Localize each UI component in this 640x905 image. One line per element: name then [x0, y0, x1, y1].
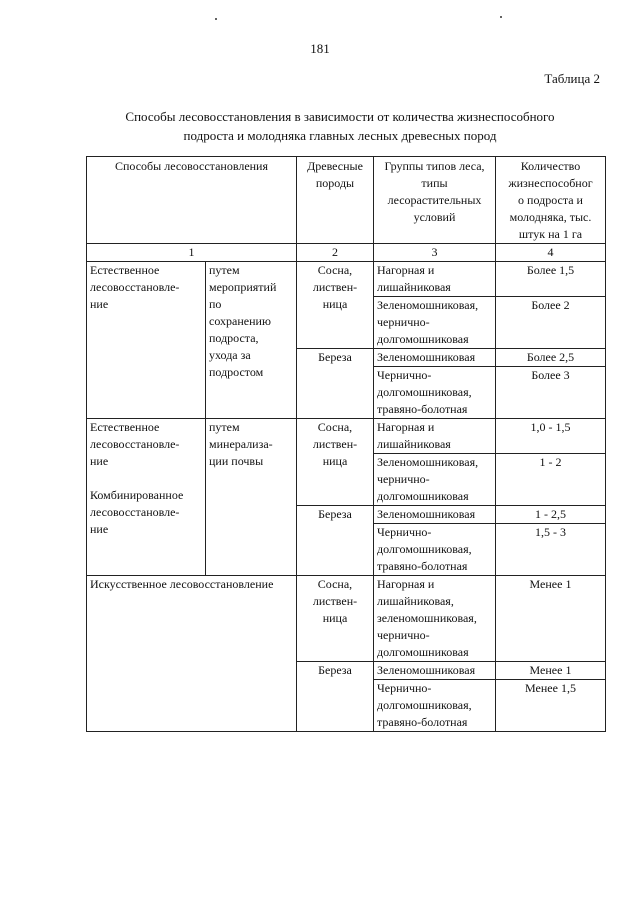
- forest-group-cell: [374, 454, 496, 506]
- quantity-cell: Более 2: [496, 297, 606, 349]
- cell-text: Нагорная и: [377, 263, 435, 277]
- cell-text: Зеленомошниковая,: [377, 298, 479, 312]
- header-text: условий: [413, 210, 456, 224]
- header-text: молодняка, тыс.: [509, 210, 592, 224]
- cell-text: лишайниковая: [377, 280, 451, 294]
- method-cell: [87, 262, 206, 419]
- header-text: Группы типов леса,: [384, 159, 485, 173]
- cell-text: долгомошниковая,: [377, 542, 472, 556]
- cell-text: Сосна,: [317, 263, 353, 277]
- cell-text: чернично-: [377, 628, 430, 642]
- cell-text: ухода за: [209, 348, 251, 362]
- cell-text: минерализа-: [209, 437, 273, 451]
- quantity-cell: 1,5 - 3: [496, 524, 606, 576]
- header-text: штук на 1 га: [518, 227, 583, 241]
- species-cell: [297, 576, 374, 662]
- quantity-cell: Более 1,5: [496, 262, 606, 297]
- header-species: [297, 157, 374, 244]
- cell-text: путем: [209, 420, 240, 434]
- header-quantity: [496, 157, 606, 244]
- quantity-cell: Менее 1: [496, 576, 606, 662]
- quantity-cell: 1 - 2,5: [496, 506, 606, 524]
- table-row: [87, 262, 606, 297]
- cell-text: ница: [322, 454, 348, 468]
- cell-text: Сосна,: [317, 420, 353, 434]
- cell-text: подроста,: [209, 331, 259, 345]
- cell-text: травяно-болотная: [377, 402, 468, 416]
- cell-text: Чернично-: [377, 681, 432, 695]
- species-cell: Береза: [297, 662, 374, 732]
- header-row: [87, 157, 606, 244]
- header-text: лесорастительных: [387, 193, 482, 207]
- cell-text: Нагорная и: [377, 420, 435, 434]
- quantity-cell: Более 2,5: [496, 349, 606, 367]
- cell-text: ние: [90, 297, 109, 311]
- table-title-line: Способы лесовосстановления в зависимости от количества жизнеспособного: [125, 109, 555, 124]
- forest-group-cell: [374, 524, 496, 576]
- page-number: 181: [310, 41, 330, 56]
- cell-text: лесовосстановле-: [90, 437, 180, 451]
- column-number-row: [87, 244, 606, 262]
- species-cell: Береза: [297, 349, 374, 419]
- table-row: [87, 576, 606, 662]
- method-cell: [87, 419, 206, 576]
- cell-text: долгомошниковая: [377, 489, 469, 503]
- cell-text: ние: [90, 522, 109, 536]
- header-text: типы: [421, 176, 448, 190]
- header-text: Древесные: [307, 159, 363, 173]
- scan-dot: [500, 16, 502, 18]
- forest-group-cell: [374, 419, 496, 454]
- cell-text: листвен-: [312, 594, 358, 608]
- species-cell: [297, 419, 374, 506]
- forest-group-cell: [374, 680, 496, 732]
- cell-text: ние: [90, 454, 109, 468]
- cell-text: Нагорная и: [377, 577, 435, 591]
- cell-text: путем: [209, 263, 240, 277]
- cell-text: ница: [322, 611, 348, 625]
- forest-group-cell: [374, 297, 496, 349]
- cell-text: сохранению: [209, 314, 271, 328]
- quantity-cell: 1,0 - 1,5: [496, 419, 606, 454]
- column-number: 2: [297, 244, 374, 262]
- cell-text: Чернично-: [377, 368, 432, 382]
- cell-text: ции почвы: [209, 454, 264, 468]
- cell-text: долгомошниковая: [377, 332, 469, 346]
- cell-text: листвен-: [312, 437, 358, 451]
- cell-text: лесовосстановле-: [90, 280, 180, 294]
- quantity-cell: Менее 1,5: [496, 680, 606, 732]
- column-number: 3: [374, 244, 496, 262]
- cell-text: зеленомошниковая,: [377, 611, 477, 625]
- scan-dot: [215, 18, 217, 20]
- species-cell: Береза: [297, 506, 374, 576]
- cell-text: чернично-: [377, 472, 430, 486]
- cell-text: лесовосстановле-: [90, 505, 180, 519]
- column-number: 4: [496, 244, 606, 262]
- species-cell: [297, 262, 374, 349]
- cell-text: Сосна,: [317, 577, 353, 591]
- quantity-cell: 1 - 2: [496, 454, 606, 506]
- cell-text: лишайниковая,: [377, 594, 454, 608]
- means-cell: [206, 262, 297, 419]
- table-title-line: подроста и молодняка главных лесных древесных пород: [183, 128, 497, 143]
- cell-text: травяно-болотная: [377, 559, 468, 573]
- reforestation-table: [86, 156, 606, 732]
- cell-text: долгомошниковая,: [377, 385, 472, 399]
- quantity-cell: Менее 1: [496, 662, 606, 680]
- cell-text: долгомошниковая: [377, 645, 469, 659]
- table-row: [87, 419, 606, 454]
- forest-group-cell: Зеленомошниковая: [374, 506, 496, 524]
- header-text: породы: [315, 176, 355, 190]
- cell-text: Естественное: [90, 420, 160, 434]
- cell-text: травяно-болотная: [377, 715, 468, 729]
- cell-text: лишайниковая: [377, 437, 451, 451]
- table-label: Таблица 2: [544, 71, 600, 86]
- cell-text: чернично-: [377, 315, 430, 329]
- forest-group-cell: [374, 262, 496, 297]
- cell-text: долгомошниковая,: [377, 698, 472, 712]
- header-text: Количество: [520, 159, 581, 173]
- cell-text: Зеленомошниковая,: [377, 455, 479, 469]
- forest-group-cell: Зеленомошниковая: [374, 349, 496, 367]
- forest-group-cell: Зеленомошниковая: [374, 662, 496, 680]
- forest-group-cell: [374, 367, 496, 419]
- header-methods: Способы лесовосстановления: [87, 157, 297, 244]
- forest-group-cell: [374, 576, 496, 662]
- quantity-cell: Более 3: [496, 367, 606, 419]
- method-cell: Искусственное лесовосстановление: [87, 576, 297, 732]
- cell-text: ница: [322, 297, 348, 311]
- cell-text: подростом: [209, 365, 264, 379]
- cell-text: по: [209, 297, 222, 311]
- header-forest-groups: [374, 157, 496, 244]
- cell-text: Комбинированное: [90, 488, 184, 502]
- cell-text: Чернично-: [377, 525, 432, 539]
- cell-text: Естественное: [90, 263, 160, 277]
- table-title: [60, 107, 620, 145]
- cell-text: листвен-: [312, 280, 358, 294]
- means-cell: [206, 419, 297, 576]
- header-text: о подроста и: [518, 193, 583, 207]
- cell-text: мероприятий: [209, 280, 277, 294]
- header-text: жизнеспособног: [508, 176, 593, 190]
- column-number: 1: [87, 244, 297, 262]
